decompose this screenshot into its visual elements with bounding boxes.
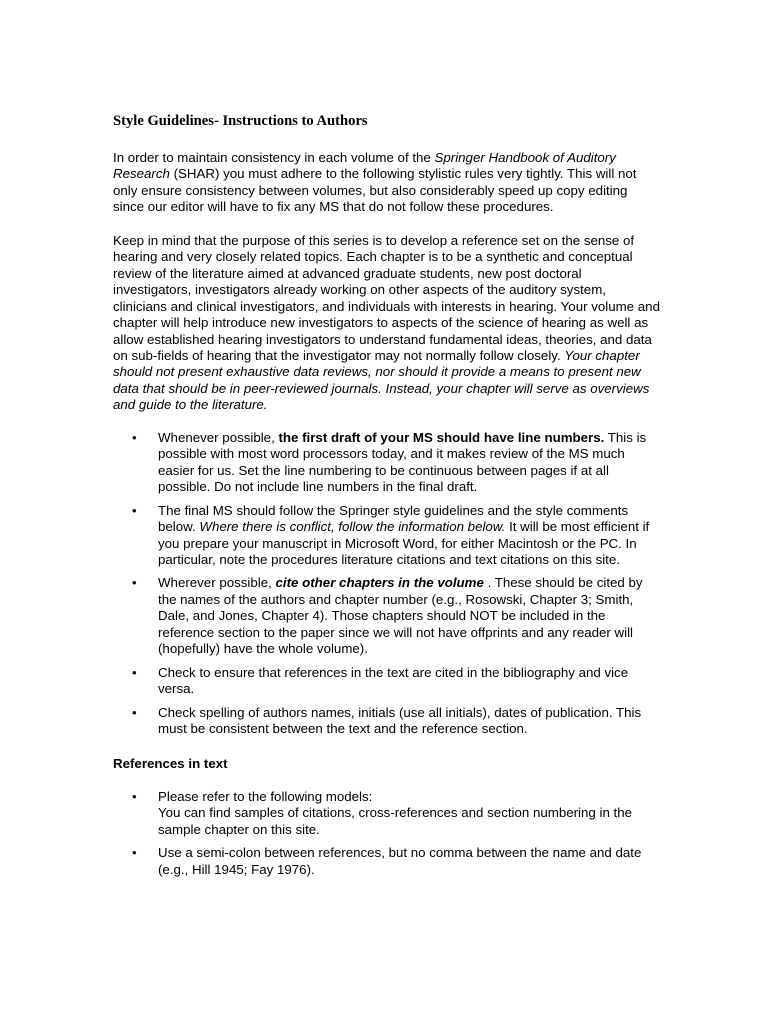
book-title: Springer Handbook of Auditory Research (113, 150, 616, 182)
reference-line: Please refer to the following models: (158, 788, 373, 804)
document-title: Style Guidelines- Instructions to Authors (113, 113, 368, 129)
reference-line: You can find samples of citations, cross-references and section numbering in the sample chapter on this site. (158, 805, 633, 837)
list-item (113, 845, 660, 878)
document-page (113, 112, 660, 894)
intro-paragraph (113, 150, 660, 216)
purpose-text: Keep in mind that the purpose of this series is to develop a reference set on the sense of hearing and very closely related topics. Each chapter is to be a synthetic and conceptual review of the literature aimed at advanced graduate students, new post doctoral investigators, investigators already working on other aspects of the auditory system, clinicians and clinical investigators, and individuals with interests in hearing. Your volume and chapter will help introduce new investigators to aspects of the science of hearing as well as allow established hearing investigators to understand fundamental ideas, theories, and data on sub-fields of hearing that the investigator may not normally follow closely. (113, 232, 660, 363)
guideline-text: . These should be cited by the names of the authors and chapter number (e.g., Rosowski, Chapter 3; Smith, Dale, and Jones, Chapter 4). Those chapters should NOT be included in the reference section to the paper since we will not have offprints and any reader will (hopefully) have the whole volume). (158, 575, 643, 657)
guideline-text: Whenever possible, (158, 429, 279, 445)
bullet-icon: • (132, 788, 137, 804)
guideline-text: Check to ensure that references in the text are cited in the bibliography and vice versa. (158, 664, 629, 697)
guideline-text: The final MS should follow the Springer style guidelines and the style comments below. (158, 502, 629, 535)
bullet-icon: • (132, 845, 137, 861)
bullet-icon: • (132, 502, 137, 518)
intro-text-start: In order to maintain consistency in each volume of the (113, 150, 435, 165)
list-item (113, 705, 660, 738)
guideline-bold: the first draft of your MS should have line numbers. (278, 429, 605, 445)
list-item (113, 575, 660, 657)
bullet-icon: • (132, 664, 137, 680)
bullet-icon: • (132, 429, 137, 445)
intro-text-end: (SHAR) you must adhere to the following stylistic rules very tightly. This will not only ensure consistency between volumes, but also considerably speed up copy editing since our editor will have to fix any MS that do not follow these procedures. (113, 166, 637, 215)
references-list (113, 789, 660, 878)
references-heading: References in text (113, 755, 228, 771)
guideline-text: This is possible with most word processors today, and it makes review of the MS much easier for us. Set the line numbering to be continuous between pages if at all possible. Do not include line numbers in the final draft. (158, 429, 647, 495)
reference-line: Use a semi-colon between references, but no comma between the name and date (e.g., Hill 1945; Fay 1976). (158, 845, 642, 877)
guideline-text: Check spelling of authors names, initials (use all initials), dates of publication. This must be consistent between the text and the reference section. (158, 704, 642, 737)
bullet-icon: • (132, 575, 137, 591)
guidelines-list (113, 430, 660, 738)
purpose-emphasis: Your chapter should not present exhaustive data reviews, nor should it provide a means to present new data that should be in peer-reviewed journals. Instead, your chapter will serve as overviews and guide to the literature. (113, 347, 650, 413)
list-item (113, 503, 660, 569)
list-item (113, 665, 660, 698)
purpose-paragraph (113, 233, 660, 414)
list-item (113, 789, 660, 838)
guideline-italic: Where there is conflict, follow the information below. (199, 519, 506, 535)
bullet-icon: • (132, 704, 137, 720)
list-item (113, 430, 660, 496)
guideline-text: Wherever possible, (158, 575, 276, 591)
guideline-bold-italic: cite other chapters in the volume (275, 575, 484, 591)
guideline-text: It will be most efficient if you prepare your manuscript in Microsoft Word, for either Macintosh or the PC. In particular, note the procedures literature citations and text citations on this site. (158, 519, 650, 567)
